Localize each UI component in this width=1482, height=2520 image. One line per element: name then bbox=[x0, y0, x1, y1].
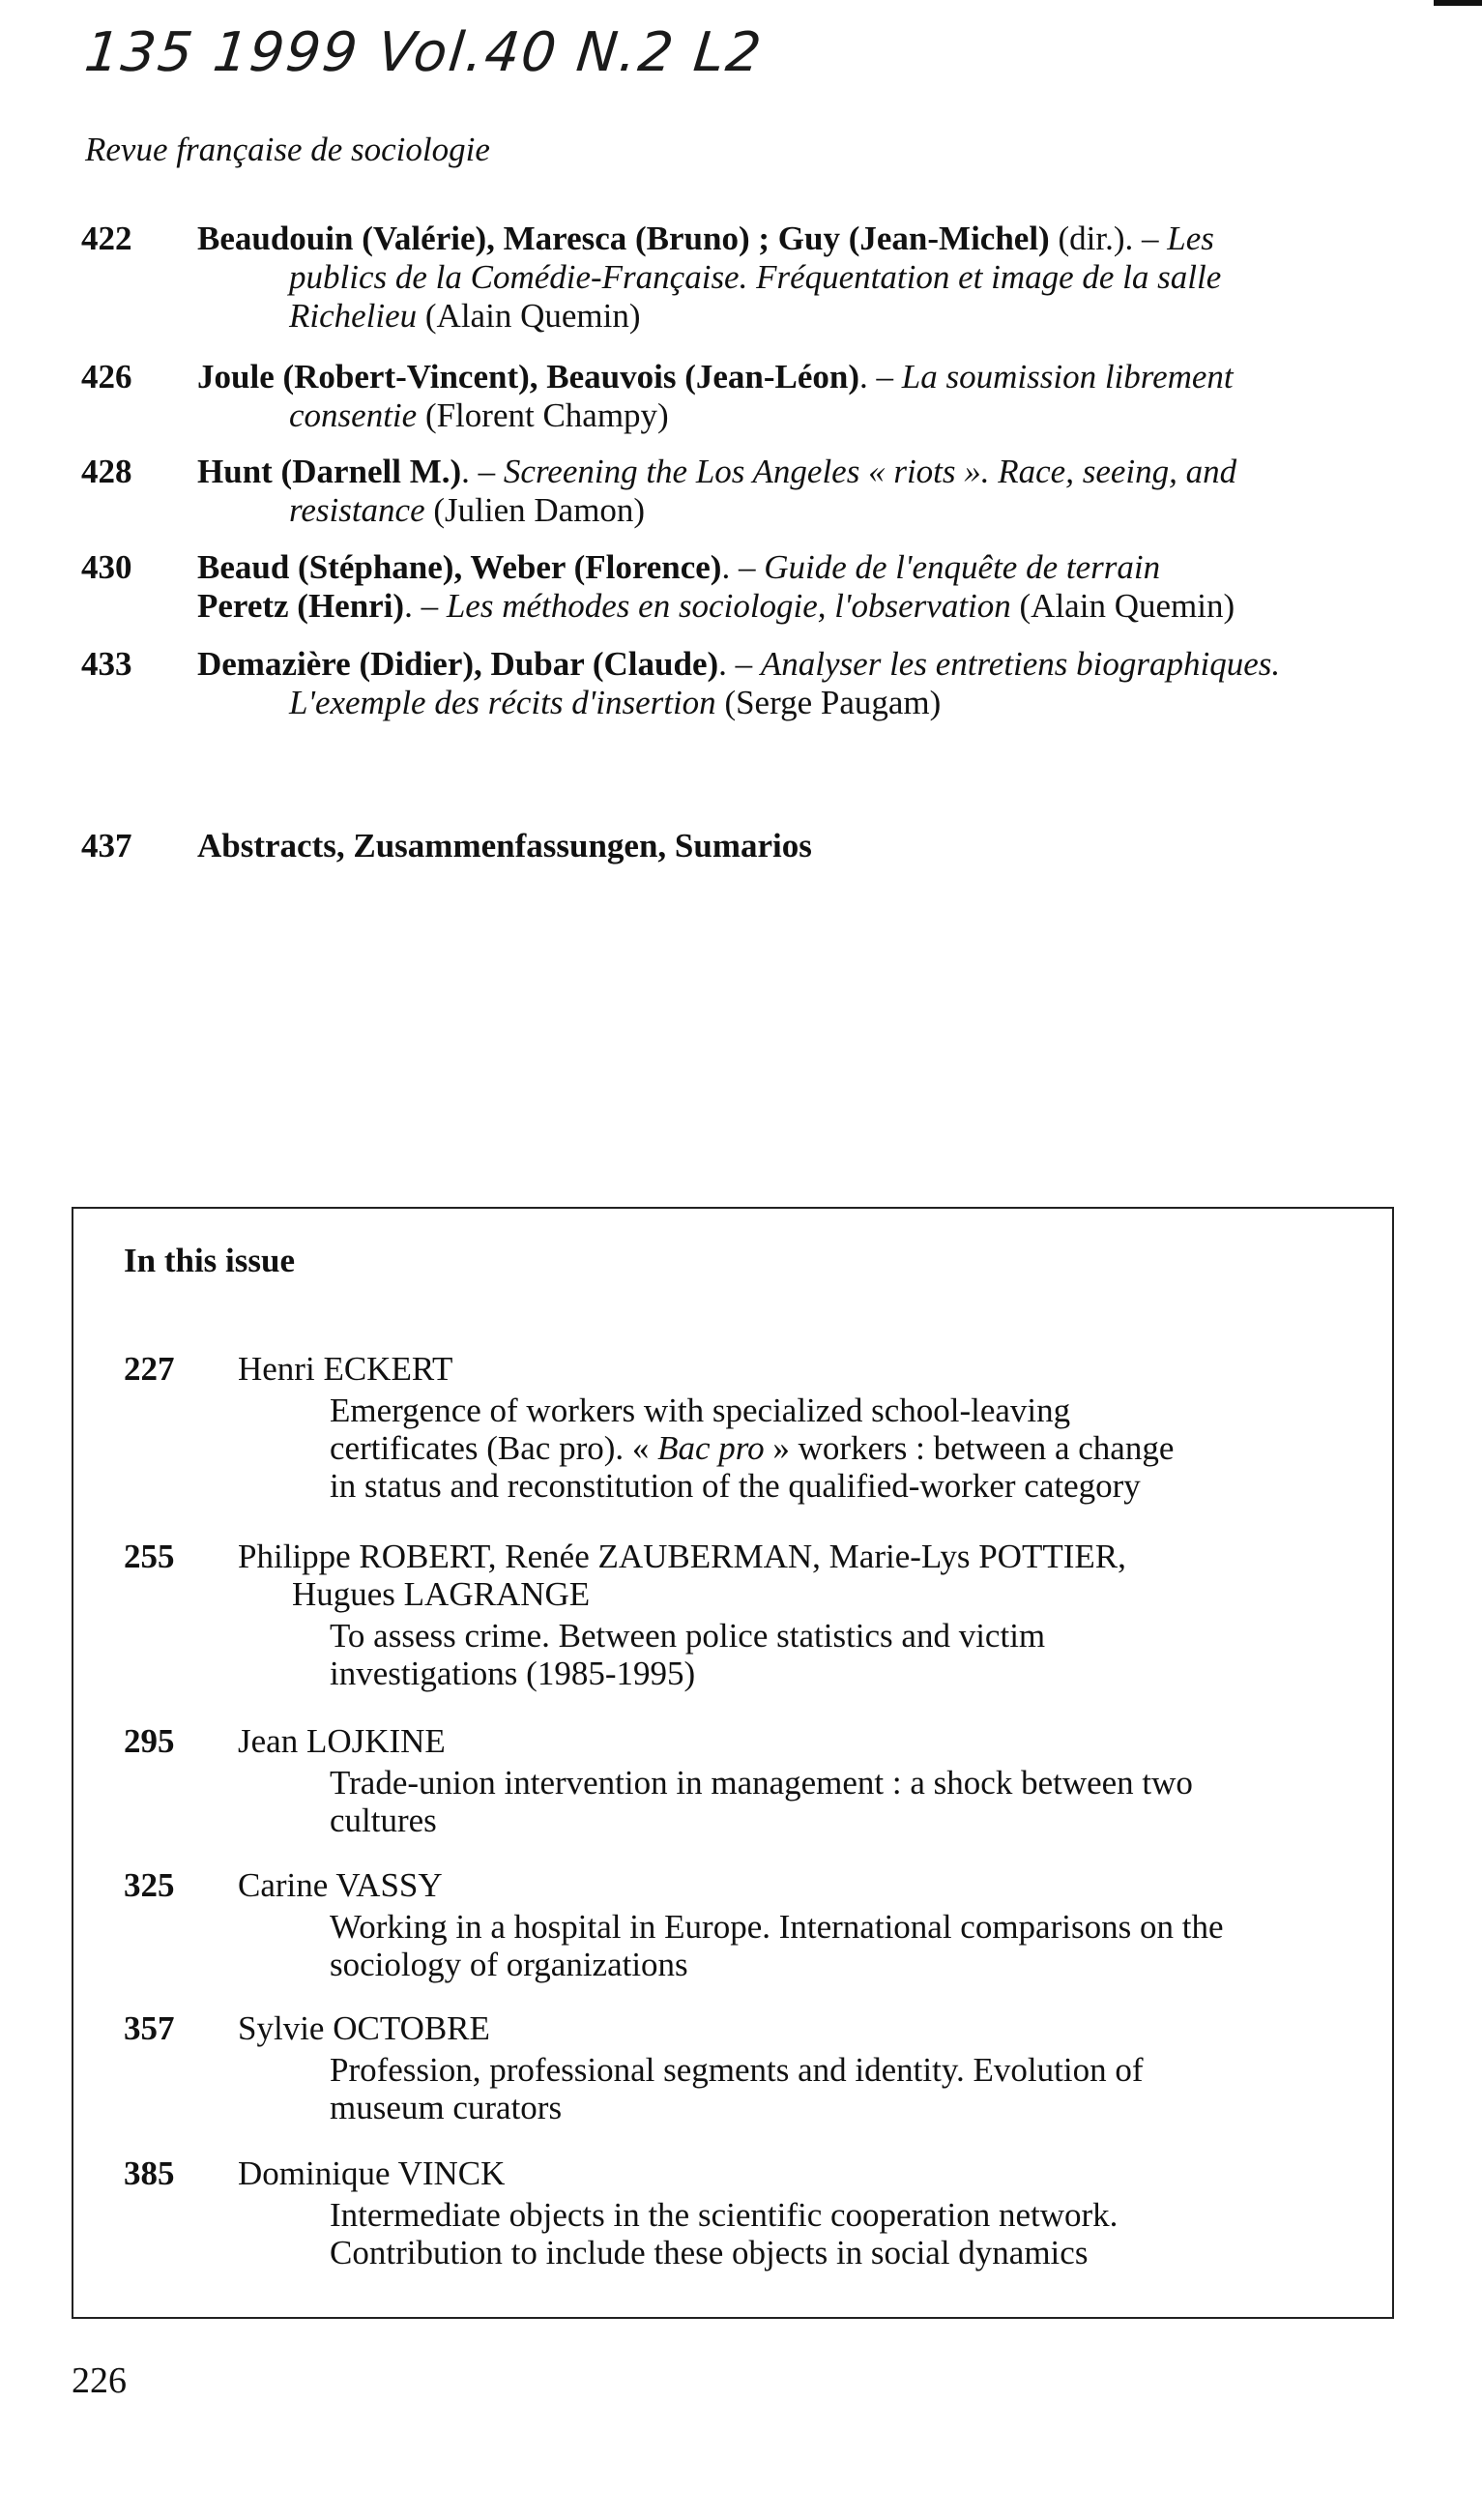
reviewer: (Serge Paugam) bbox=[715, 684, 942, 721]
article-author: Dominique VINCK bbox=[238, 2154, 506, 2192]
article-title: Intermediate objects in the scientific cooperation network. Contribution to include these objects in social dynamics bbox=[330, 2196, 1119, 2271]
review-authors: Beaud (Stéphane), Weber (Florence) bbox=[197, 548, 722, 586]
page-number: 226 bbox=[72, 2360, 127, 2401]
article-title: Profession, professional segments and identity. Evolution of museum curators bbox=[330, 2051, 1144, 2126]
review-authors: Demazière (Didier), Dubar (Claude) bbox=[197, 645, 719, 683]
article-author: Carine VASSY bbox=[238, 1866, 443, 1904]
in-this-issue-heading: In this issue bbox=[124, 1242, 296, 1279]
reviewer: (Alain Quemin) bbox=[1010, 587, 1235, 625]
article-page: 385 bbox=[124, 2154, 175, 2192]
reviewer: (Alain Quemin) bbox=[417, 297, 641, 335]
reviewer: (Julien Damon) bbox=[424, 491, 646, 529]
review-title: Screening the Los Angeles « riots ». Race, seeing, and bbox=[503, 453, 1237, 490]
article-author: Philippe ROBERT, Renée ZAUBERMAN, Marie-Lys POTTIER, Hugues LAGRANGE bbox=[238, 1538, 1126, 1613]
review-title: Guide de l'enquête de terrain bbox=[764, 548, 1161, 586]
article-title: To assess crime. Between police statistics and victim investigations (1985-1995) bbox=[330, 1617, 1046, 1692]
review-title: La soumission librement bbox=[901, 358, 1234, 396]
review-page: 430 bbox=[81, 548, 132, 586]
review-title: Les bbox=[1167, 220, 1214, 257]
article-author: Henri ECKERT bbox=[238, 1350, 453, 1388]
review-page: 422 bbox=[81, 220, 132, 257]
reviewer: (Florent Champy) bbox=[417, 396, 669, 434]
review-title: Analyser les entretiens biographiques. bbox=[760, 645, 1281, 683]
article-title: Working in a hospital in Europe. International comparisons on the sociology of organizations bbox=[330, 1908, 1224, 1983]
handwritten-note: 135 1999 Vol.40 N.2 L2 bbox=[81, 21, 767, 84]
abstracts-page: 437 bbox=[81, 827, 132, 864]
review-authors: Beaudouin (Valérie), Maresca (Bruno) ; Guy (Jean-Michel) bbox=[197, 220, 1050, 257]
article-page: 295 bbox=[124, 1722, 175, 1760]
review-authors: Joule (Robert-Vincent), Beauvois (Jean-Léon) bbox=[197, 358, 860, 396]
article-author: Jean LOJKINE bbox=[238, 1722, 446, 1760]
article-page: 255 bbox=[124, 1538, 175, 1575]
scan-corner-mark bbox=[1434, 0, 1482, 6]
abstracts-label: Abstracts, Zusammenfassungen, Sumarios bbox=[197, 827, 812, 864]
article-author: Sylvie OCTOBRE bbox=[238, 2009, 490, 2047]
article-title: Emergence of workers with specialized school-leaving certificates (Bac pro). « Bac pro » workers : between a change in status and reconstitution of the qualified-worker category bbox=[330, 1392, 1175, 1505]
review-authors: Peretz (Henri) bbox=[197, 587, 405, 625]
review-page: 426 bbox=[81, 358, 132, 396]
review-page: 428 bbox=[81, 453, 132, 490]
article-page: 357 bbox=[124, 2009, 175, 2047]
article-page: 325 bbox=[124, 1866, 175, 1904]
journal-title: Revue française de sociologie bbox=[85, 131, 490, 168]
article-page: 227 bbox=[124, 1350, 175, 1388]
review-authors: Hunt (Darnell M.) bbox=[197, 453, 462, 490]
review-title: Les méthodes en sociologie, l'observation bbox=[446, 587, 1011, 625]
article-title: Trade-union intervention in management : a shock between two cultures bbox=[330, 1764, 1193, 1839]
review-page: 433 bbox=[81, 645, 132, 683]
